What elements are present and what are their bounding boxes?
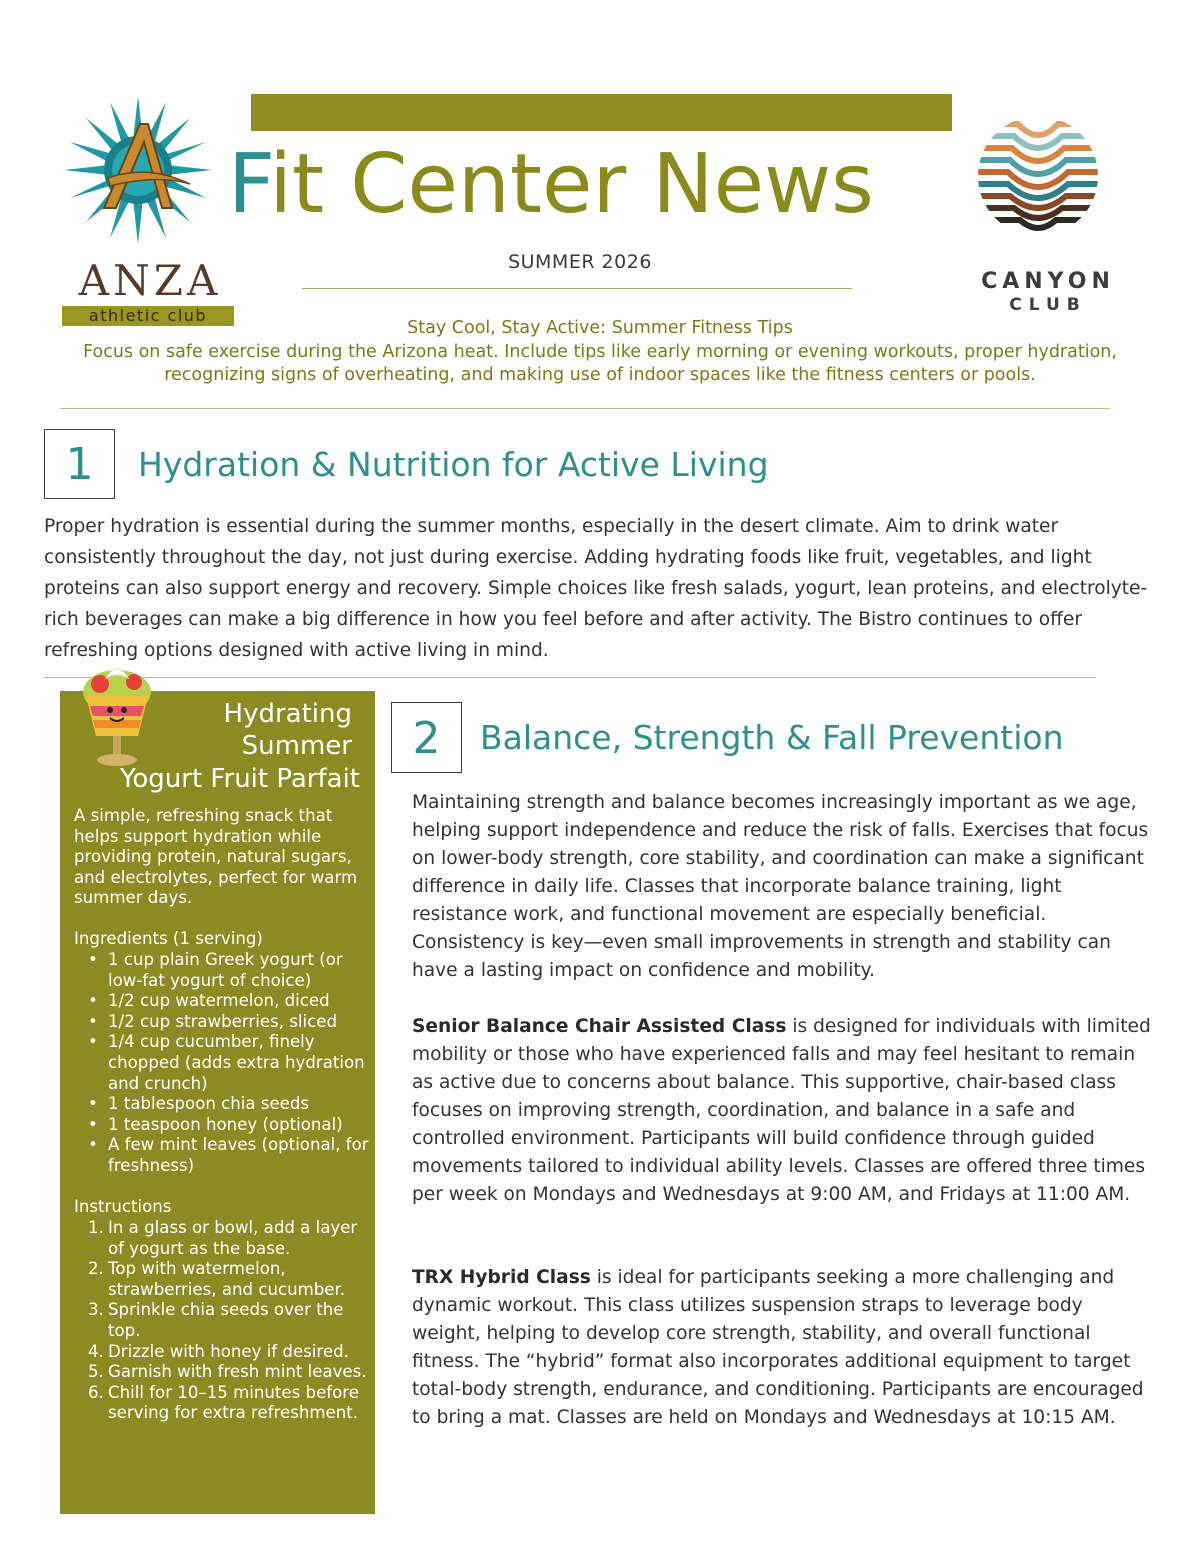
step-number: 3.	[88, 1300, 104, 1320]
list-item: • 1/2 cup strawberries, sliced	[74, 1012, 370, 1033]
step-text: Garnish with fresh mint leaves.	[108, 1362, 367, 1382]
step-number: 4.	[88, 1341, 104, 1361]
canyon-wordmark: CANYON	[981, 269, 1115, 294]
section-divider	[44, 677, 1096, 678]
step-number: 6.	[88, 1382, 104, 1402]
section-2-number: 2	[391, 702, 462, 773]
senior-balance-class-name: Senior Balance Chair Assisted Class	[412, 1016, 787, 1037]
list-item: • 1/2 cup watermelon, diced	[74, 991, 370, 1012]
list-item: • 1 tablespoon chia seeds	[74, 1094, 370, 1115]
step-text: Drizzle with honey if desired.	[108, 1341, 349, 1361]
recipe-description: A simple, refreshing snack that helps support hydration while providing protein, natural sugars, and electrolytes, perfect for warm summer days.	[74, 806, 358, 908]
trx-hybrid-class-name: TRX Hybrid Class	[412, 1267, 591, 1288]
club-wordmark: CLUB	[1009, 295, 1087, 315]
section-2-paragraph-1: Maintaining strength and balance becomes increasingly important as we age, helping support independence and reduce the risk of falls. Exercises that focus on lower-body strength, core stability, and coordination can make a significant difference in daily life. Classes that incorporate balance training, light resistance work, and functional movement are especially beneficial. Consistency is key—even small improvements in strength and stability can have a lasting impact on confidence and mobility.	[412, 792, 1149, 981]
anza-wordmark: ANZA	[78, 256, 222, 305]
issue-divider	[302, 288, 852, 289]
header-bar	[251, 94, 952, 131]
parfait-icon	[78, 662, 156, 770]
list-item: • 1/4 cup cucumber, finely chopped (adds extra hydration and crunch)	[74, 1032, 370, 1094]
list-item	[74, 1362, 370, 1383]
senior-balance-description: is designed for individuals with limited mobility or those who have experienced falls and may feel hesitant to remain as active due to concerns about balance. This supportive, chair-based class focuses on improving strength, coordination, and balance in a safe and controlled environment. Participants will build confidence through guided movements tailored to individual ability levels. Classes are offered three times per week on Mondays and Wednesdays at 9:00 AM, and Fridays at 11:00 AM.	[412, 1016, 1151, 1205]
step-number: 2.	[88, 1259, 104, 1279]
anza-subtitle: athletic club	[62, 306, 234, 326]
step-text: Chill for 10–15 minutes before serving for extra refreshment.	[108, 1382, 359, 1423]
step-text: Sprinkle chia seeds over the top.	[108, 1300, 344, 1340]
recipe-title-line-2: Summer	[241, 731, 352, 761]
intro-tagline: Stay Cool, Stay Active: Summer Fitness Tips	[407, 318, 793, 338]
section-2-heading: Balance, Strength & Fall Prevention	[480, 718, 1064, 757]
list-item	[74, 1218, 370, 1259]
step-text: In a glass or bowl, add a layer of yogurt as the base.	[108, 1218, 358, 1258]
newsletter-title	[228, 135, 968, 235]
instructions-label: Instructions	[74, 1197, 172, 1216]
list-item: • A few mint leaves (optional, for freshness)	[74, 1135, 370, 1176]
ingredients-label: Ingredients (1 serving)	[74, 929, 263, 948]
step-text: Top with watermelon, strawberries, and cucumber.	[108, 1259, 346, 1299]
section-1-number: 1	[44, 429, 115, 499]
step-number: 1.	[88, 1218, 104, 1237]
ingredients-list	[74, 950, 370, 1177]
list-item	[74, 1300, 370, 1341]
list-item: • 1 cup plain Greek yogurt (or low-fat yogurt of choice)	[74, 950, 370, 991]
instructions-list	[74, 1218, 370, 1424]
section-divider	[60, 408, 1110, 409]
trx-hybrid-description: is ideal for participants seeking a more challenging and dynamic workout. This class utilizes suspension straps to leverage body weight, helping to develop core strength, stability, and overall functional fitness. The “hybrid” format also incorporates additional equipment to target total-body strength, endurance, and conditioning. Participants are encouraged to bring a mat. Classes are held on Mondays and Wednesdays at 10:15 AM.	[412, 1267, 1144, 1428]
title-first-letter: F	[228, 137, 270, 232]
step-number: 5.	[88, 1362, 104, 1382]
list-item	[74, 1342, 370, 1363]
trx-hybrid-paragraph	[412, 1264, 1152, 1432]
senior-balance-paragraph	[412, 1013, 1152, 1209]
canyon-club-logo-icon	[974, 112, 1102, 240]
recipe-title-line-1: Hydrating	[223, 699, 352, 729]
list-item: • 1 teaspoon honey (optional)	[74, 1115, 370, 1136]
intro-text: Focus on safe exercise during the Arizona heat. Include tips like early morning or evening workouts, proper hydration, recognizing signs of overheating, and making use of indoor spaces like the fitness centers or pools.	[83, 342, 1117, 385]
recipe-title-line-3: Yogurt Fruit Parfait	[119, 764, 360, 794]
section-1-body: Proper hydration is essential during the summer months, especially in the desert climate. Aim to drink water consistently throughout the day, not just during exercise. Adding hydrating foods like fruit, vegetables, and light proteins can also support energy and recovery. Simple choices like fresh salads, yogurt, lean proteins, and electrolyte-rich beverages can make a big difference in how you feel before and after activity. The Bistro continues to offer refreshing options designed with active living in mind.	[44, 516, 1148, 661]
title-rest: it Center News	[269, 137, 874, 232]
issue-label: SUMMER 2026	[508, 251, 652, 273]
list-item	[74, 1259, 370, 1300]
section-1-heading: Hydration & Nutrition for Active Living	[138, 445, 769, 484]
list-item	[74, 1383, 370, 1424]
